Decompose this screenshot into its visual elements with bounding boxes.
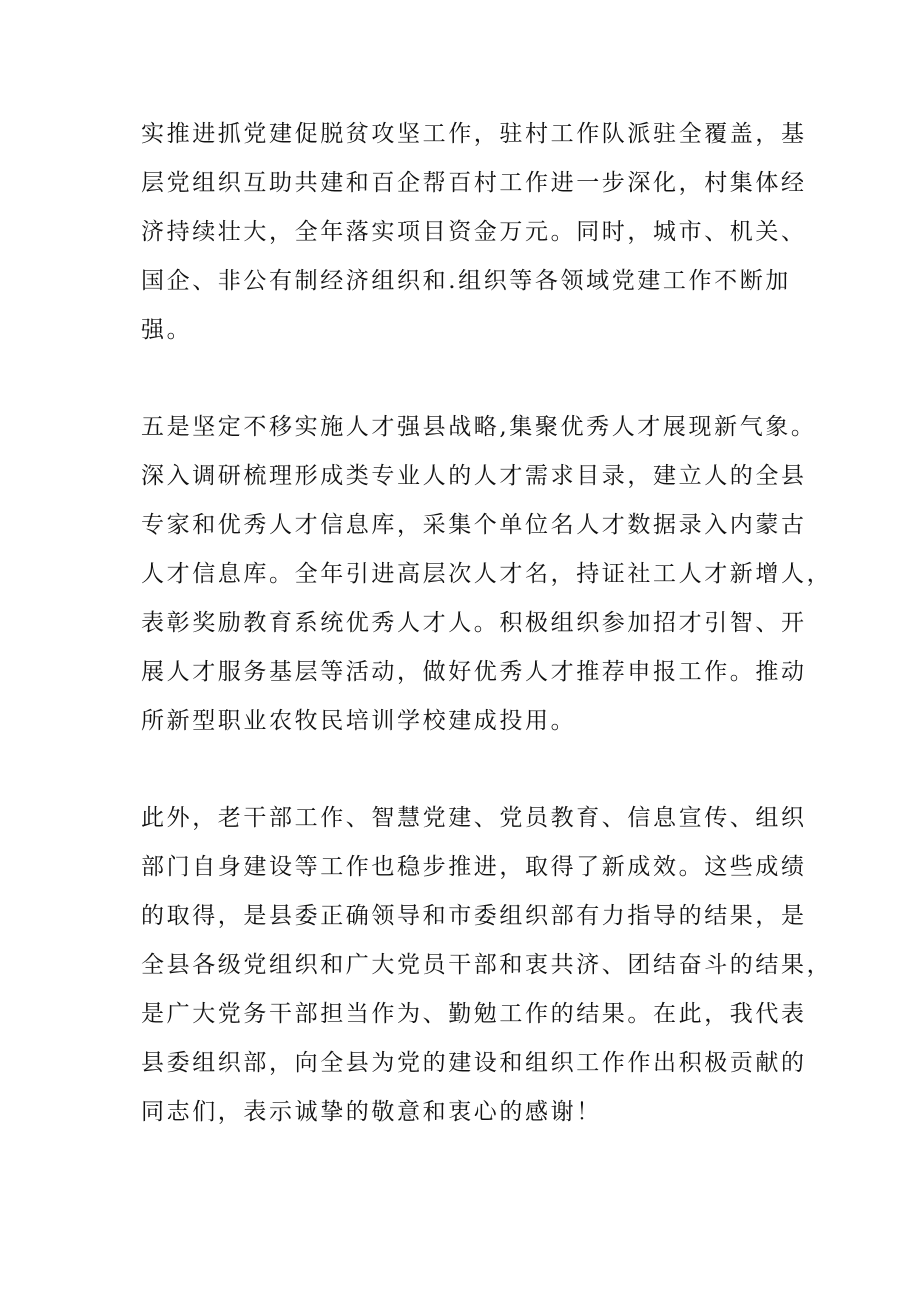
text-line: 实推进抓党建促脱贫攻坚工作，驻村工作队派驻全覆盖，基: [141, 121, 807, 147]
text-line: 国企、非公有制经济组织和.组织等各领域党建工作不断加: [141, 268, 791, 294]
text-line: 同志们，表示诚挚的敬意和衷心的感谢！: [141, 1099, 602, 1125]
text-line: 强。: [141, 317, 193, 343]
text-line: 展人才服务基层等活动，做好优秀人才推荐申报工作。推动: [141, 659, 807, 685]
text-line: 人才信息库。全年引进高层次人才名，持证社工人才新增人，: [141, 561, 833, 587]
text-line: 表彰奖励教育系统优秀人才人。积极组织参加招才引智、开: [141, 610, 807, 636]
text-line: 此外，老干部工作、智慧党建、党员教育、信息宣传、组织: [141, 805, 807, 831]
text-line: 五是坚定不移实施人才强县战略,集聚优秀人才展现新气象。: [141, 414, 817, 440]
text-line: 县委组织部，向全县为党的建设和组织工作作出积极贡献的: [141, 1050, 807, 1076]
paragraph-spacer: [141, 355, 793, 403]
paragraph-spacer: [141, 746, 793, 794]
text-line: 全县各级党组织和广大党员干部和衷共济、团结奋斗的结果，: [141, 952, 833, 978]
text-line: 层党组织互助共建和百企帮百村工作进一步深化，村集体经: [141, 170, 807, 196]
text-line: 部门自身建设等工作也稳步推进，取得了新成效。这些成绩: [141, 854, 807, 880]
document-body: [141, 110, 833, 1137]
paragraph-party-building: [141, 110, 807, 355]
text-line: 深入调研梳理形成类专业人的人才需求目录，建立人的全县: [141, 463, 807, 489]
text-line: 专家和优秀人才信息库，采集个单位名人才数据录入内蒙古: [141, 512, 807, 538]
text-line: 的取得，是县委正确领导和市委组织部有力指导的结果，是: [141, 903, 807, 929]
paragraph-talent-strategy: [141, 403, 833, 746]
text-line: 济持续壮大，全年落实项目资金万元。同时，城市、机关、: [141, 219, 807, 245]
text-line: 是广大党务干部担当作为、勤勉工作的结果。在此，我代表: [141, 1001, 807, 1027]
text-line: 所新型职业农牧民培训学校建成投用。: [141, 708, 577, 734]
paragraph-acknowledgement: [141, 794, 833, 1137]
